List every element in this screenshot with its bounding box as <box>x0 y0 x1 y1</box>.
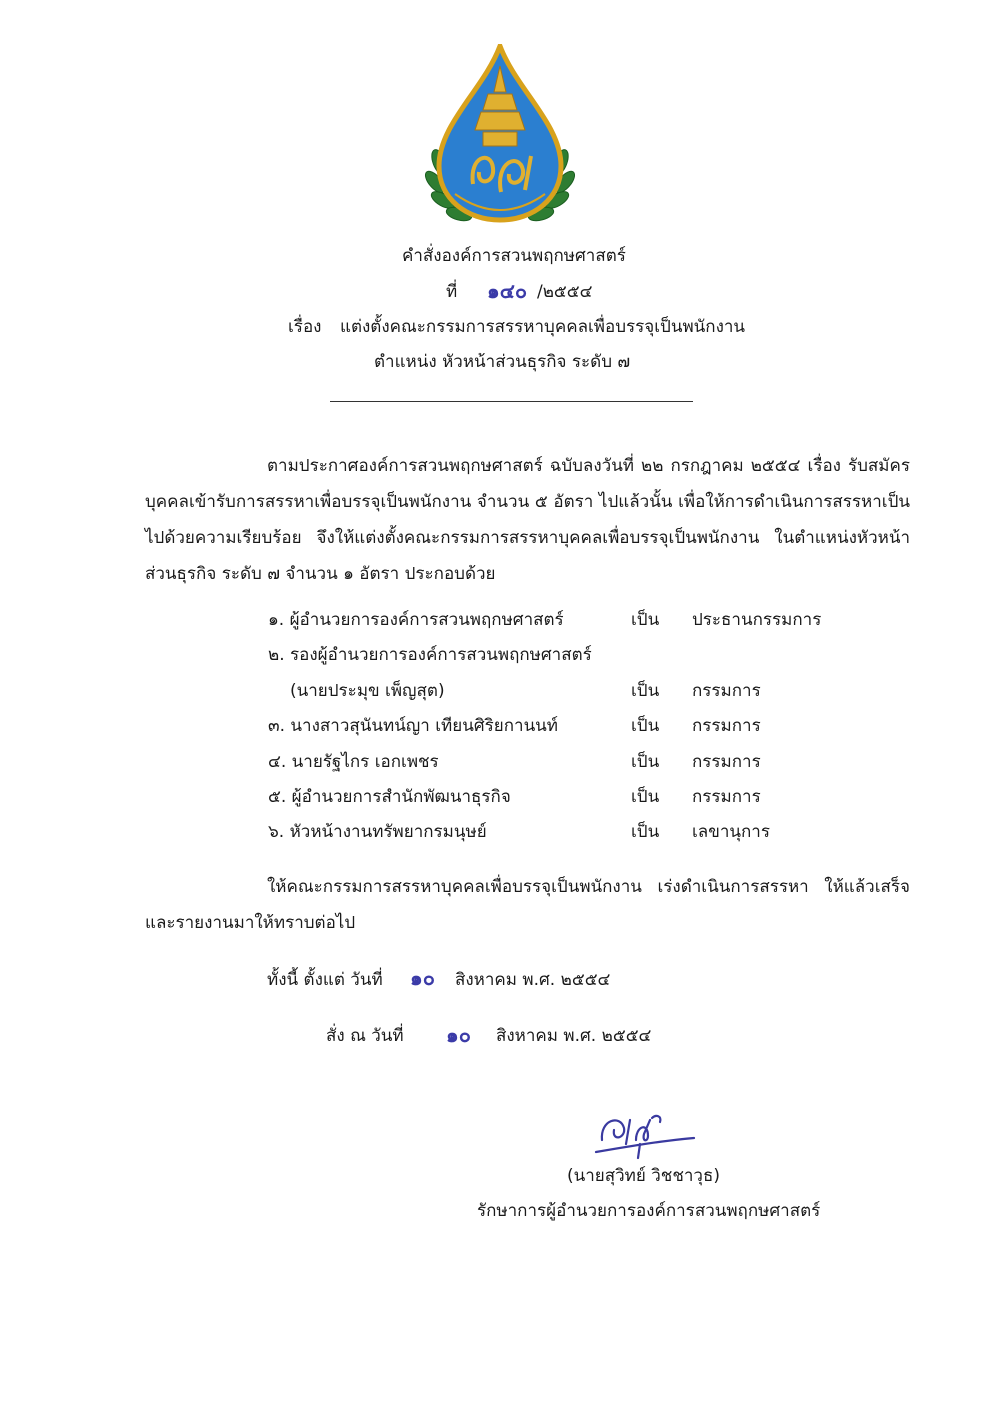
member-name: ๔. นายรัฐไกร เอกเพชร <box>268 752 439 772</box>
member-is: เป็น <box>631 681 660 701</box>
subject-label: เรื่อง <box>288 317 322 337</box>
member-role: กรรมการ <box>692 752 761 772</box>
member-role: ประธานกรรมการ <box>692 610 822 630</box>
body-paragraph-2 <box>145 869 910 941</box>
body-paragraph-1-text: ตามประกาศองค์การสวนพฤกษศาสตร์ ฉบับลงวันที่ ๒๒ กรกฎาคม ๒๕๕๔ เรื่อง รับสมัครบุคคลเข้ารับการสรรหาเพื่อบรรจุเป็นพนักงาน จำนวน ๕ อัตรา ไปแล้วนั้น เพื่อให้การดำเนินการสรรหาเป็นไปด้วยความเรียบร้อย จึงให้แต่งตั้งคณะกรรมการสรรหาบุคคลเพื่อบรรจุเป็นพนักงาน ในตำแหน่งหัวหน้าส่วนธุรกิจ ระดับ ๗ จำนวน ๑ อัตรา ประกอบด้วย <box>145 456 910 584</box>
list-item <box>0 783 1000 819</box>
list-item <box>0 712 1000 748</box>
subject-line-2: ตำแหน่ง หัวหน้าส่วนธุรกิจ ระดับ ๗ <box>374 352 631 372</box>
member-name: ๕. ผู้อำนวยการสำนักพัฒนาธุรกิจ <box>268 787 511 807</box>
member-name: ๑. ผู้อำนวยการองค์การสวนพฤกษศาสตร์ <box>268 610 564 630</box>
member-is: เป็น <box>631 822 660 842</box>
botanical-garden-logo <box>421 44 579 226</box>
member-name: (นายประมุข เพ็ญสุต) <box>290 681 445 701</box>
list-item <box>0 677 1000 713</box>
signatory-name: (นายสุวิทย์ วิชชาวุธ) <box>567 1166 720 1186</box>
ordered-day-handwritten: ๑๐ <box>446 1023 471 1047</box>
effective-month-year: สิงหาคม พ.ศ. ๒๕๕๔ <box>455 970 611 990</box>
list-item <box>0 641 1000 677</box>
member-role: เลขานุการ <box>692 822 770 842</box>
member-is: เป็น <box>631 787 660 807</box>
list-item <box>0 818 1000 854</box>
header-divider <box>330 401 693 402</box>
order-number-prefix: ที่ <box>446 282 458 302</box>
order-number-handwritten: ๑๔๐ <box>487 279 528 303</box>
list-item <box>0 606 1000 642</box>
order-title: คำสั่งองค์การสวนพฤกษศาสตร์ <box>402 246 626 266</box>
member-is: เป็น <box>631 752 660 772</box>
handwritten-signature <box>590 1100 700 1160</box>
effective-prefix: ทั้งนี้ ตั้งแต่ วันที่ <box>267 970 383 990</box>
body-paragraph-1 <box>145 448 910 592</box>
member-is: เป็น <box>631 716 660 736</box>
order-number-year: /๒๕๕๔ <box>537 282 593 302</box>
member-role: กรรมการ <box>692 681 761 701</box>
list-item <box>0 748 1000 784</box>
member-name: ๓. นางสาวสุนันทน์ญา เทียนศิริยกานนท์ <box>268 716 559 736</box>
ordered-month-year: สิงหาคม พ.ศ. ๒๕๕๔ <box>496 1026 652 1046</box>
member-role: กรรมการ <box>692 787 761 807</box>
member-name: ๒. รองผู้อำนวยการองค์การสวนพฤกษศาสตร์ <box>268 645 592 665</box>
subject-line-1: แต่งตั้งคณะกรรมการสรรหาบุคคลเพื่อบรรจุเป็นพนักงาน <box>340 317 746 337</box>
signatory-title: รักษาการผู้อำนวยการองค์การสวนพฤกษศาสตร์ <box>477 1201 821 1221</box>
effective-day-handwritten: ๑๐ <box>410 966 435 990</box>
member-is: เป็น <box>631 610 660 630</box>
member-role: กรรมการ <box>692 716 761 736</box>
ordered-prefix: สั่ง ณ วันที่ <box>326 1026 404 1046</box>
body-paragraph-2-text: ให้คณะกรรมการสรรหาบุคคลเพื่อบรรจุเป็นพนักงาน เร่งดำเนินการสรรหา ให้แล้วเสร็จและรายงานมาให้ทราบต่อไป <box>145 877 910 933</box>
member-name: ๖. หัวหน้างานทรัพยากรมนุษย์ <box>268 822 487 842</box>
